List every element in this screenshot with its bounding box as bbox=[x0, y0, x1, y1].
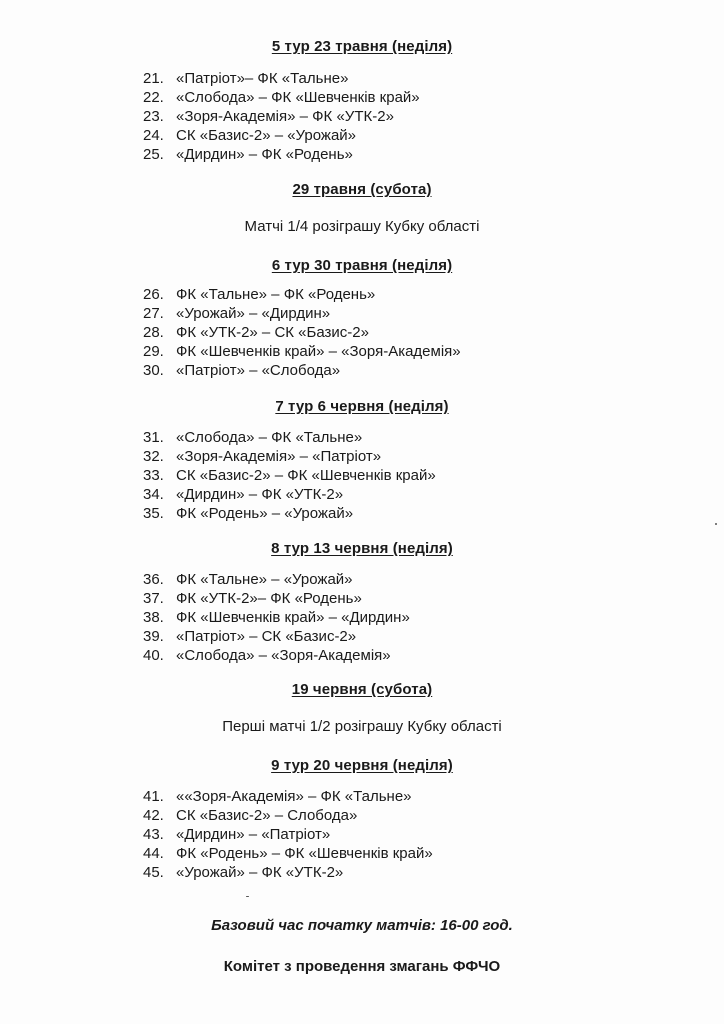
round-5-heading: 5 тур 23 травня (неділя) bbox=[271, 38, 453, 55]
match-number: 36. bbox=[143, 571, 164, 588]
match-item bbox=[143, 466, 436, 485]
match-teams: СК «Базис-2» – «Урожай» bbox=[176, 127, 357, 144]
match-number: 24. bbox=[143, 127, 164, 144]
match-teams: ФК «Шевченків край» – «Зоря-Академія» bbox=[176, 343, 461, 360]
match-number: 41. bbox=[143, 788, 164, 805]
match-item bbox=[143, 863, 433, 882]
match-number: 35. bbox=[143, 505, 164, 522]
match-teams: «Урожай» – «Дирдин» bbox=[176, 305, 331, 322]
match-number: 42. bbox=[143, 807, 164, 824]
match-number: 25. bbox=[143, 146, 164, 163]
match-teams: «Патріот» – «Слобода» bbox=[176, 362, 341, 379]
round-9-match-list bbox=[143, 787, 433, 882]
match-teams: ФК «Шевченків край» – «Дирдин» bbox=[176, 609, 410, 626]
match-teams: СК «Базис-2» – ФК «Шевченків край» bbox=[176, 467, 436, 484]
match-teams: ««Зоря-Академія» – ФК «Тальне» bbox=[176, 788, 412, 805]
match-number: 31. bbox=[143, 429, 164, 446]
match-item bbox=[143, 646, 410, 665]
match-item bbox=[143, 107, 420, 126]
match-teams: «Слобода» – ФК «Тальне» bbox=[176, 429, 363, 446]
committee-signature: Комітет з проведення змагань ФФЧО bbox=[223, 958, 501, 975]
match-teams: «Зоря-Академія» – «Патріот» bbox=[176, 448, 382, 465]
match-teams: «Дирдин» – ФК «УТК-2» bbox=[176, 486, 344, 503]
match-item bbox=[143, 323, 461, 342]
match-number: 27. bbox=[143, 305, 164, 322]
match-number: 22. bbox=[143, 89, 164, 106]
match-number: 38. bbox=[143, 609, 164, 626]
match-item bbox=[143, 806, 433, 825]
match-item bbox=[143, 608, 410, 627]
match-item bbox=[143, 504, 436, 523]
match-number: 26. bbox=[143, 286, 164, 303]
match-number: 39. bbox=[143, 628, 164, 645]
round-8-heading: 8 тур 13 червня (неділя) bbox=[271, 540, 453, 557]
match-teams: ФК «УТК-2» – СК «Базис-2» bbox=[176, 324, 369, 341]
cup-semi-note: Перші матчі 1/2 розіграшу Кубку області bbox=[222, 718, 502, 735]
match-item bbox=[143, 428, 436, 447]
match-teams: ФК «Родень» – «Урожай» bbox=[176, 505, 354, 522]
match-number: 37. bbox=[143, 590, 164, 607]
match-item bbox=[143, 145, 420, 164]
match-number: 28. bbox=[143, 324, 164, 341]
cup-quarter-note: Матчі 1/4 розіграшу Кубку області bbox=[244, 218, 480, 235]
match-item bbox=[143, 570, 410, 589]
round-6-heading: 6 тур 30 травня (неділя) bbox=[271, 257, 453, 274]
round-7-heading: 7 тур 6 червня (неділя) bbox=[275, 398, 449, 415]
scan-speck bbox=[246, 896, 249, 897]
match-item bbox=[143, 589, 410, 608]
match-number: 40. bbox=[143, 647, 164, 664]
match-teams: СК «Базис-2» – Слобода» bbox=[176, 807, 358, 824]
match-item bbox=[143, 304, 461, 323]
match-teams: «Слобода» – ФК «Шевченків край» bbox=[176, 89, 420, 106]
match-number: 29. bbox=[143, 343, 164, 360]
match-number: 30. bbox=[143, 362, 164, 379]
match-item bbox=[143, 787, 433, 806]
cup-semi-heading: 19 червня (субота) bbox=[291, 681, 433, 698]
match-teams: ФК «Тальне» – ФК «Родень» bbox=[176, 286, 376, 303]
match-teams: «Зоря-Академія» – ФК «УТК-2» bbox=[176, 108, 394, 125]
match-number: 32. bbox=[143, 448, 164, 465]
match-item bbox=[143, 627, 410, 646]
match-number: 34. bbox=[143, 486, 164, 503]
match-teams: ФК «Родень» – ФК «Шевченків край» bbox=[176, 845, 433, 862]
round-7-match-list bbox=[143, 428, 436, 523]
match-item bbox=[143, 447, 436, 466]
match-number: 23. bbox=[143, 108, 164, 125]
match-number: 21. bbox=[143, 70, 164, 87]
match-number: 45. bbox=[143, 864, 164, 881]
start-time-note: Базовий час початку матчів: 16-00 год. bbox=[211, 917, 513, 934]
match-number: 44. bbox=[143, 845, 164, 862]
match-number: 43. bbox=[143, 826, 164, 843]
match-item bbox=[143, 342, 461, 361]
round-5-match-list bbox=[143, 69, 420, 164]
match-teams: «Урожай» – ФК «УТК-2» bbox=[176, 864, 344, 881]
match-item bbox=[143, 485, 436, 504]
match-teams: «Слобода» – «Зоря-Академія» bbox=[176, 647, 391, 664]
round-9-heading: 9 тур 20 червня (неділя) bbox=[271, 757, 453, 774]
match-teams: «Дирдин» – ФК «Родень» bbox=[176, 146, 353, 163]
match-item bbox=[143, 88, 420, 107]
match-teams: «Патріот»– ФК «Тальне» bbox=[176, 70, 349, 87]
match-teams: ФК «УТК-2»– ФК «Родень» bbox=[176, 590, 362, 607]
scan-speck bbox=[715, 523, 717, 525]
match-teams: «Дирдин» – «Патріот» bbox=[176, 826, 331, 843]
match-item bbox=[143, 126, 420, 145]
match-item bbox=[143, 361, 461, 380]
round-6-match-list bbox=[143, 285, 461, 380]
match-item bbox=[143, 69, 420, 88]
match-teams: ФК «Тальне» – «Урожай» bbox=[176, 571, 353, 588]
round-8-match-list bbox=[143, 570, 410, 665]
match-item bbox=[143, 844, 433, 863]
match-item bbox=[143, 825, 433, 844]
match-number: 33. bbox=[143, 467, 164, 484]
cup-quarter-heading: 29 травня (субота) bbox=[292, 181, 432, 198]
match-teams: «Патріот» – СК «Базис-2» bbox=[176, 628, 357, 645]
match-item bbox=[143, 285, 461, 304]
